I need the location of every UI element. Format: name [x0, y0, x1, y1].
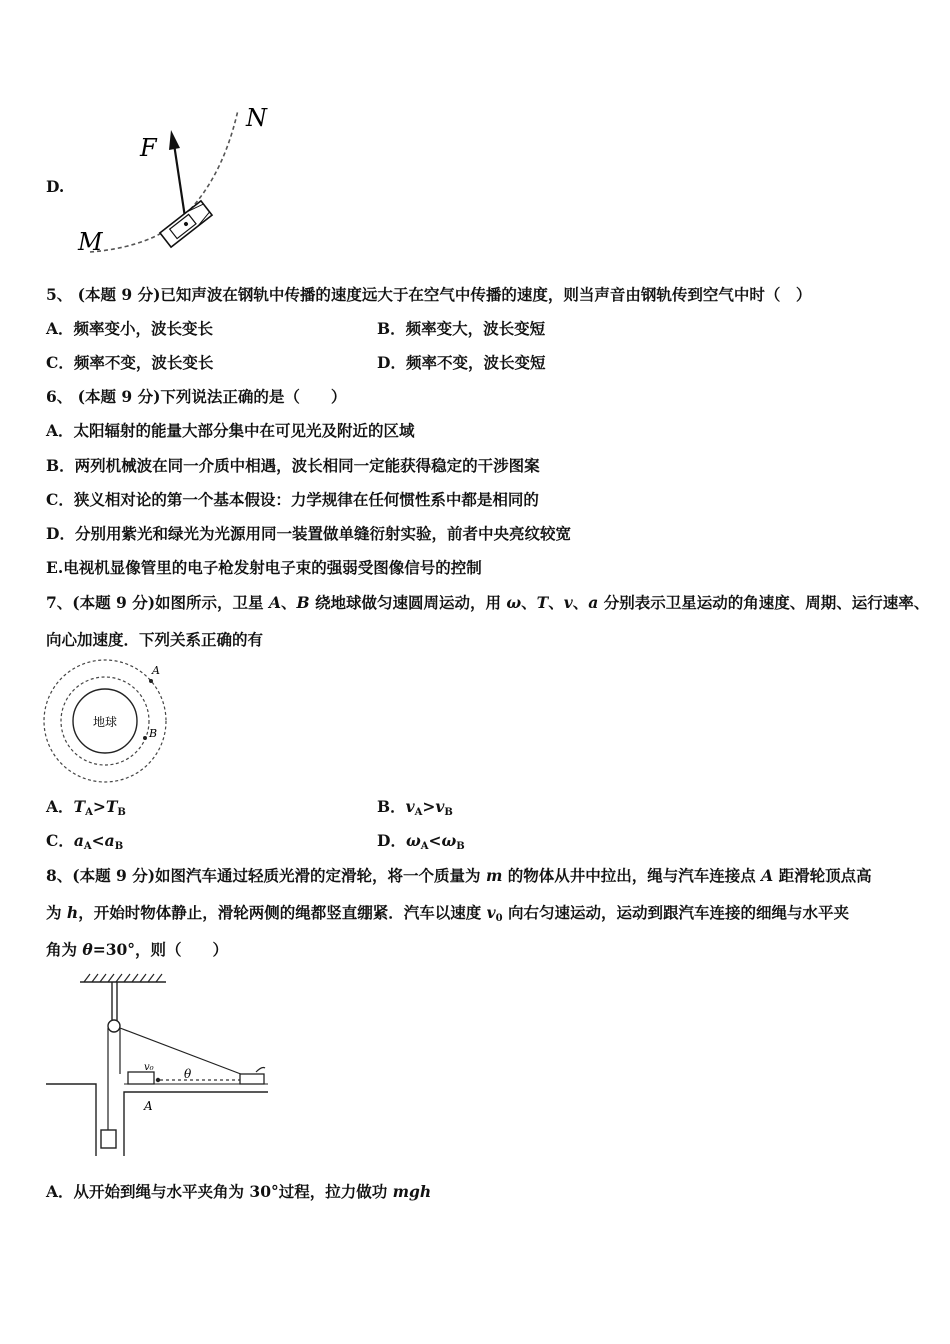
q5-option-c[interactable]: C．频率不变，波长变长 — [46, 353, 214, 372]
label-a: A — [144, 1099, 153, 1113]
q6-option-d[interactable]: D．分别用紫光和绿光为光源用同一装置做单缝衍射实验，前者中央亮纹较宽 — [46, 524, 571, 543]
label-v0: v₀ — [144, 1062, 154, 1073]
q7-option-d[interactable]: D．$\omega_A<\omega_B$ — [377, 831, 465, 852]
label-N: N — [246, 104, 267, 132]
q4-option-d-label[interactable]: D. — [46, 177, 65, 196]
satellite-a — [149, 679, 153, 683]
q8-stem-line1: 8、(本题 9 分)如图汽车通过轻质光滑的定滑轮，将一个质量为 m 的物体从井中拉出，绳与汽车连接点 A 距滑轮顶点高 — [46, 866, 872, 885]
label-b: B — [149, 727, 158, 740]
q6-option-a[interactable]: A．太阳辐射的能量大部分集中在可见光及附近的区域 — [46, 421, 415, 440]
q7-option-a[interactable]: A．$T_A>T_B$ — [46, 797, 126, 818]
earth-label: 地球 — [92, 715, 118, 729]
q7-option-c[interactable]: C．$a_A<a_B$ — [46, 831, 124, 852]
force-arrowhead — [169, 130, 180, 150]
car-final — [240, 1074, 264, 1084]
q4-figure — [70, 100, 280, 260]
q8-stem-line2: 为 h，开始时物体静止，滑轮两侧的绳都竖直绷紧．汽车以速度 $v_0$ 向右匀速运动，运动到跟汽车连接的细绳与水平夹 — [46, 903, 849, 924]
q7-option-b[interactable]: B．$v_A>v_B$ — [377, 797, 453, 818]
label-M: M — [78, 228, 103, 256]
satellite-b — [143, 736, 147, 740]
q8-option-a[interactable]: A．从开始到绳与水平夹角为 30°过程，拉力做功 mgh — [46, 1182, 432, 1201]
q6-option-b[interactable]: B．两列机械波在同一介质中相遇，波长相同一定能获得稳定的干涉图案 — [46, 456, 540, 475]
q8-stem-line3: 角为 θ=30°，则（ ） — [46, 940, 229, 959]
weight-block — [101, 1130, 116, 1148]
car-initial — [128, 1072, 154, 1084]
q5-stem: 5、 (本题 9 分)已知声波在钢轨中传播的速度远大于在空气中传播的速度，则当声音由钢轨传到空气中时（ ） — [46, 285, 812, 304]
q7-orbit-figure — [40, 658, 172, 784]
q8-pulley-figure — [44, 972, 268, 1162]
q5-option-a[interactable]: A．频率变小，波长变长 — [46, 319, 214, 338]
car-shape — [160, 201, 212, 247]
q5-option-d[interactable]: D．频率不变，波长变短 — [377, 353, 546, 372]
force-arrow — [174, 144, 186, 224]
label-F: F — [140, 134, 157, 162]
q6-option-e[interactable]: E.电视机显像管里的电子枪发射电子束的强弱受图像信号的控制 — [46, 558, 482, 577]
q7-stem-line2: 向心加速度．下列关系正确的有 — [46, 630, 264, 649]
pulley — [108, 1020, 120, 1032]
q5-option-b[interactable]: B．频率变大，波长变短 — [377, 319, 546, 338]
q6-option-c[interactable]: C．狭义相对论的第一个基本假设：力学规律在任何惯性系中都是相同的 — [46, 490, 539, 509]
q6-stem: 6、 (本题 9 分)下列说法正确的是（ ） — [46, 387, 347, 406]
q7-stem-line1: 7、(本题 9 分)如图所示，卫星 A、B 绕地球做匀速圆周运动，用 ω、T、v、a 分别表示卫星运动的角速度、周期、运行速率、 — [46, 593, 930, 612]
label-a: A — [152, 664, 160, 677]
label-theta: θ — [184, 1067, 192, 1081]
